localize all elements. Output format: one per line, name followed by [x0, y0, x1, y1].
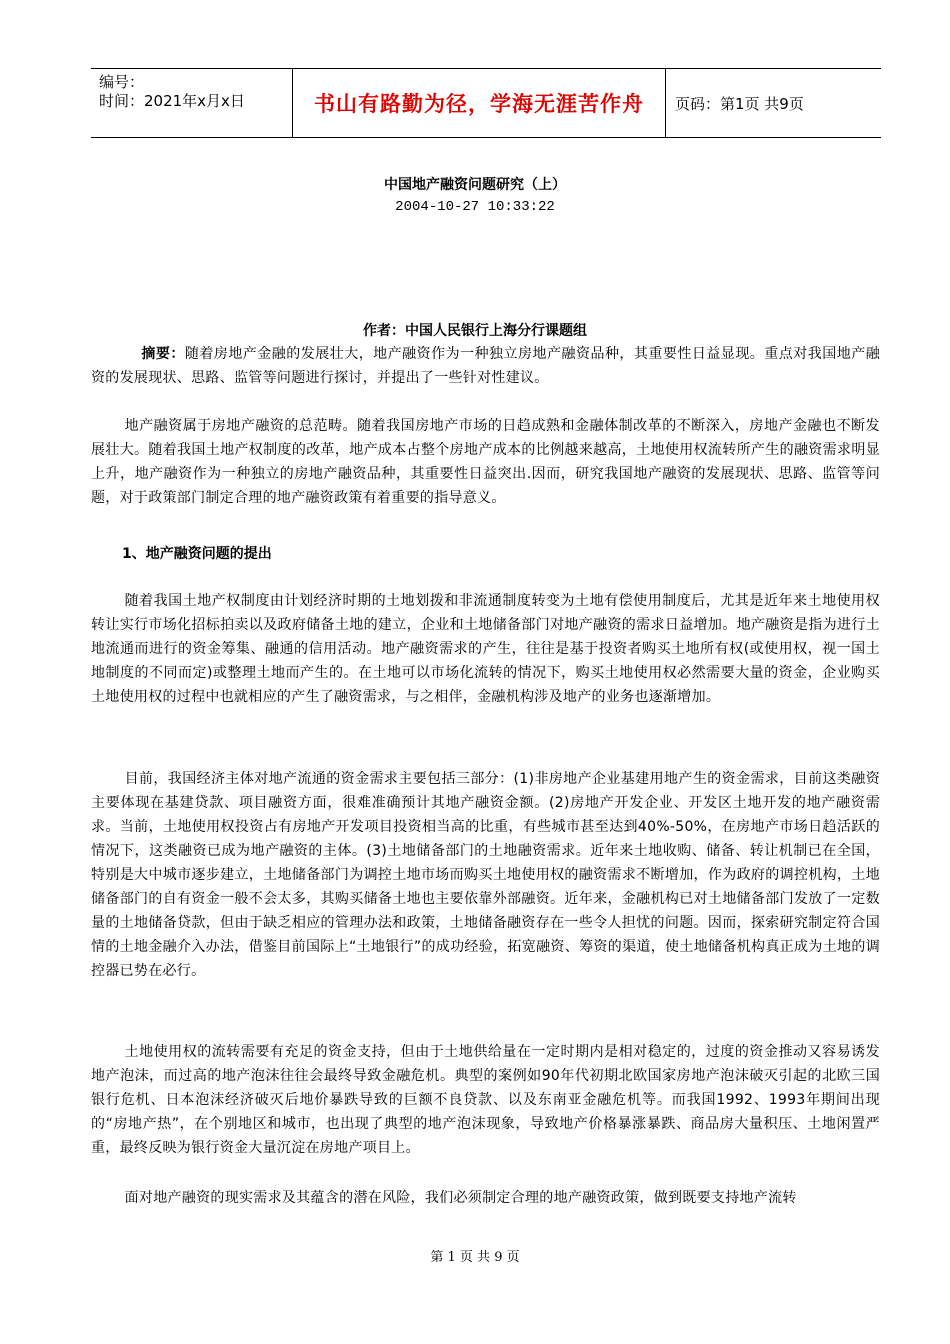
body-paragraph-2: 随着我国土地产权制度由计划经济时期的土地划拨和非流通制度转变为土地有偿使用制度后，尤其是近年来土地使用权转让实行市场化招标拍卖以及政府储备土地的建立，企业和土地储备部门对地产融资的需求日益增加。地产融资是指为进行土地流通而进行的资金筹集、融通的信用活动。地产融资需求的产生，往往是基于投资者购买土地所有权(或使用权，视一国土地制度的不同而定)或整理土地而产生的。在土地可以市场化流转的情况下，购买土地使用权必然需要大量的资金，企业购买土地使用权的过程中也就相应的产生了融资需求，与之相伴，金融机构涉及地产的业务也逐渐增加。 — [91, 593, 880, 705]
body-paragraph-4: 土地使用权的流转需要有充足的资金支持，但由于土地供给量在一定时期内是相对稳定的，过度的资金推动又容易诱发地产泡沫，而过高的地产泡沫往往会最终导致金融危机。典型的案例如90年代初期北欧国家房地产泡沫破灭引起的北欧三国银行危机、日本泡沫经济破灭后地价暴跌导致的巨额不良贷款、以及东南亚金融危机等。而我国1992、1993年期间出现的“房地产热”，在个别地区和城市，也出现了典型的地产泡沫现象，导致地产价格暴涨暴跌、商品房大量积压、土地闲置严重，最终反映为银行资金大量沉淀在房地产项目上。 — [91, 1044, 880, 1156]
article-title: 中国地产融资问题研究（上） — [384, 177, 566, 193]
motto-text: 书山有路勤为径，学海无涯苦作舟 — [314, 92, 644, 116]
time-label: 时间：2021年x月x日 — [99, 92, 245, 110]
article-author: 作者：中国人民银行上海分行课题组 — [363, 323, 587, 339]
header-motto-cell — [293, 69, 666, 137]
body-paragraph-1: 地产融资属于房地产融资的总范畴。随着我国房地产市场的日趋成熟和金融体制改革的不断深入，房地产金融也不断发展壮大。随着我国土地产权制度的改革，地产成本占整个房地产成本的比例越来越高，土地使用权流转所产生的融资需求明显上升，地产融资作为一种独立的房地产融资品种，其重要性日益突出.因而，研究我国地产融资的发展现状、思路、监管等问题，对于政策部门制定合理的地产融资政策有着重要的指导意义。 — [91, 418, 880, 506]
abstract-paragraph — [91, 342, 880, 390]
section-heading: 1、地产融资问题的提出 — [122, 546, 272, 562]
abstract-label: 摘要： — [141, 346, 185, 362]
header-meta-cell — [91, 69, 293, 137]
page-info: 页码：第1页 共9页 — [675, 94, 804, 113]
article-datetime: 2004-10-27 10:33:22 — [395, 199, 555, 215]
abstract-text: 随着房地产金融的发展壮大，地产融资作为一种独立房地产融资品种，其重要性日益显现。重点对我国地产融资的发展现状、思路、监管等问题进行探讨，并提出了一些针对性建议。 — [91, 346, 880, 386]
page-footer: 第 1 页 共 9 页 — [430, 1250, 520, 1265]
number-label: 编号： — [99, 73, 145, 91]
header-page-cell — [666, 69, 881, 137]
body-paragraph-5: 面对地产融资的现实需求及其蕴含的潜在风险，我们必须制定合理的地产融资政策，做到既要支持地产流转 — [124, 1190, 797, 1206]
body-paragraph-3: 目前，我国经济主体对地产流通的资金需求主要包括三部分：(1)非房地产企业基建用地产生的资金需求，目前这类融资主要体现在基建贷款、项目融资方面，很难准确预计其地产融资金额。(2)房地产开发企业、开发区土地开发的地产融资需求。当前，土地使用权投资占有房地产开发项目投资相当高的比重，有些城市甚至达到40%-50%，在房地产市场日趋活跃的情况下，这类融资已成为地产融资的主体。(3)土地储备部门的土地融资需求。近年来土地收购、储备、转让机制已在全国，特别是大中城市逐步建立，土地储备部门为调控土地市场而购买土地使用权的融资需求不断增加，作为政府的调控机构，土地储备部门的自有资金一般不会太多，其购买储备土地也主要依靠外部融资。近年来，金融机构已对土地储备部门发放了一定数量的土地储备贷款，但由于缺乏相应的管理办法和政策，土地储备融资存在一些令人担忧的问题。因而，探索研究制定符合国情的土地金融介入办法，借鉴目前国际上“土地银行”的成功经验，拓宽融资、筹资的渠道，使土地储备机构真正成为土地的调控器已势在必行。 — [91, 771, 880, 979]
document-header — [91, 68, 881, 138]
